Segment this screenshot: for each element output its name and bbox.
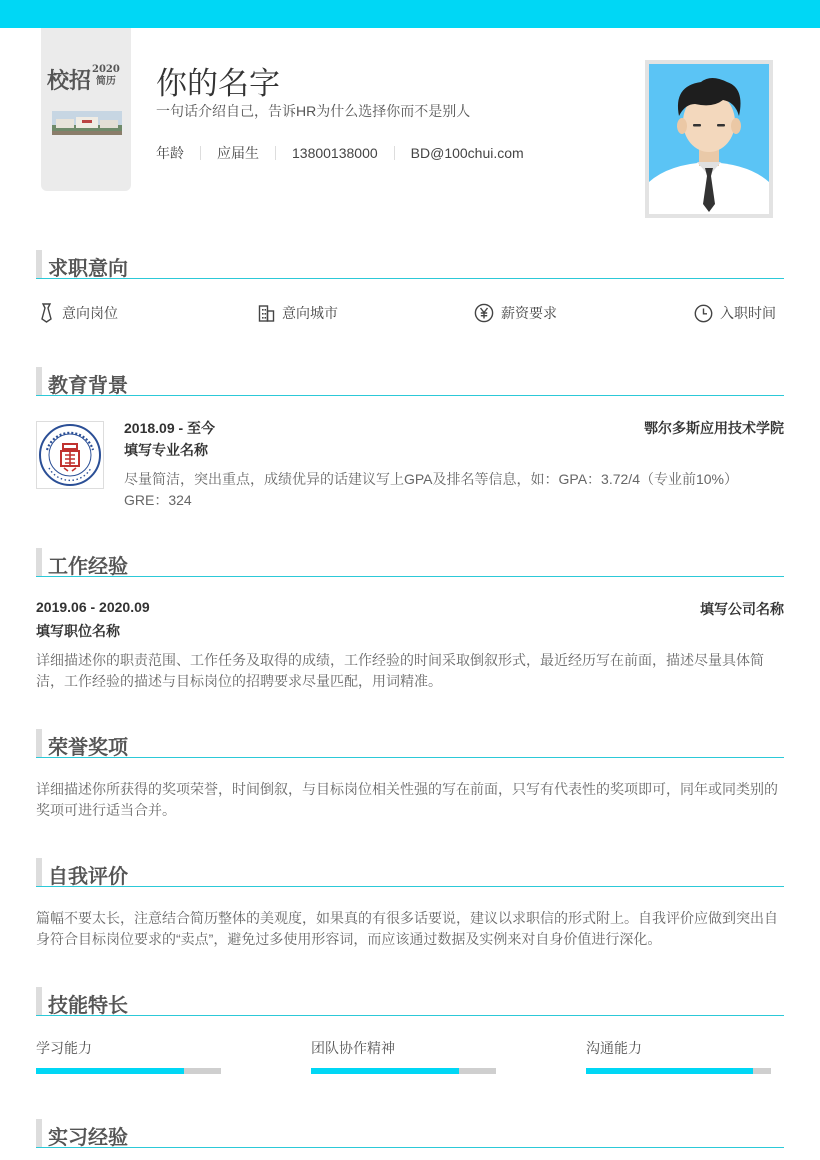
self-evaluation-description: 篇幅不要太长，注意结合简历整体的美观度，如果真的有很多话要说，建议以求职信的形式附上。自我评价应做到突出自身符合目标岗位要求的“卖点”，避免过多使用形容词，而应该通过数据及实例来对自身价值进行深化。 [36, 910, 778, 947]
skill-bar-fill [586, 1068, 753, 1074]
section-title-text: 工作经验 [48, 556, 128, 578]
intent-position-label: 意向岗位 [62, 305, 118, 321]
company-name: 填写公司名称 [700, 601, 784, 617]
intent-city [258, 303, 338, 323]
section-bar [36, 250, 42, 278]
skill-label: 沟通能力 [586, 1040, 642, 1056]
section-title-intern [36, 1118, 784, 1148]
top-accent-bar [0, 0, 820, 28]
section-bar [36, 858, 42, 886]
section-title-text: 荣誉奖项 [48, 737, 128, 759]
section-title-text: 自我评价 [48, 866, 128, 888]
section-title-skills [36, 986, 784, 1016]
avatar [645, 60, 773, 218]
major-name: 填写专业名称 [124, 442, 208, 458]
intent-time-label: 入职时间 [720, 305, 776, 321]
yuan-coin-icon [474, 303, 494, 323]
school-name: 鄂尔多斯应用技术学院 [644, 420, 784, 436]
skill-bar [586, 1068, 771, 1074]
logo-big-text: 校招 [47, 68, 92, 94]
info-divider [275, 146, 276, 160]
section-title-work [36, 547, 784, 577]
status-field: 应届生 [217, 145, 259, 161]
skill-bar-fill [36, 1068, 184, 1074]
intent-salary-label: 薪资要求 [501, 305, 557, 321]
school-emblem-icon [37, 422, 103, 488]
building-icon [258, 304, 275, 322]
skill-label: 团队协作精神 [311, 1040, 395, 1056]
info-divider [200, 146, 201, 160]
phone-field: 13800138000 [292, 145, 378, 161]
candidate-name: 你的名字 [156, 66, 280, 101]
info-divider [394, 146, 395, 160]
work-description: 详细描述你的职责范围、工作任务及取得的成绩，工作经验的时间采取倒叙形式，最近经历写在前面，描述尽量具体简洁，工作经验的描述与目标岗位的招聘要求尽量匹配，用词精准。 [36, 652, 764, 689]
education-description: 尽量简洁，突出重点，成绩优异的话建议写上GPA及排名等信息，如：GPA：3.72/4（专业前10%） GRE：324 [124, 471, 738, 508]
skill-bar [36, 1068, 221, 1074]
section-title-text: 技能特长 [48, 995, 128, 1017]
section-bar [36, 987, 42, 1015]
job-title: 填写职位名称 [36, 623, 120, 639]
section-title-text: 求职意向 [48, 258, 128, 280]
intent-time [694, 303, 776, 323]
section-title-intent [36, 249, 784, 279]
logo-small-label: 简历 [95, 76, 116, 87]
school-logo [36, 421, 104, 489]
education-period: 2018.09 - 至今 [124, 420, 216, 436]
section-title-self [36, 857, 784, 887]
clock-icon [694, 304, 713, 323]
section-bar [36, 548, 42, 576]
avatar-illustration-icon [649, 64, 769, 214]
age-field: 年龄 [156, 145, 184, 161]
work-period: 2019.06 - 2020.09 [36, 599, 150, 615]
skill-bar [311, 1068, 496, 1074]
intent-position [38, 303, 118, 323]
logo-year: 2020 [92, 64, 120, 75]
honors-description: 详细描述你所获得的奖项荣誉，时间倒叙，与目标岗位相关性强的写在前面，只写有代表性的奖项即可，同年或同类别的奖项可进行适当合并。 [36, 781, 778, 818]
candidate-intro: 一句话介绍自己，告诉HR为什么选择你而不是别人 [156, 103, 471, 119]
section-bar [36, 367, 42, 395]
campus-photo-icon [52, 111, 122, 135]
section-bar [36, 1119, 42, 1147]
logo-small-text [92, 64, 120, 88]
intent-salary [474, 303, 557, 323]
section-title-education [36, 366, 784, 396]
logo-card [41, 28, 131, 191]
skill-label: 学习能力 [36, 1040, 92, 1056]
section-bar [36, 729, 42, 757]
email-field: BD@100chui.com [410, 145, 524, 161]
skill-bar-fill [311, 1068, 459, 1074]
tie-icon [38, 303, 55, 323]
section-title-honors [36, 728, 784, 758]
intent-city-label: 意向城市 [282, 305, 338, 321]
section-title-text: 教育背景 [48, 375, 128, 397]
contact-info-row [156, 143, 524, 163]
logo-text [47, 64, 127, 95]
section-title-text: 实习经验 [48, 1127, 128, 1149]
